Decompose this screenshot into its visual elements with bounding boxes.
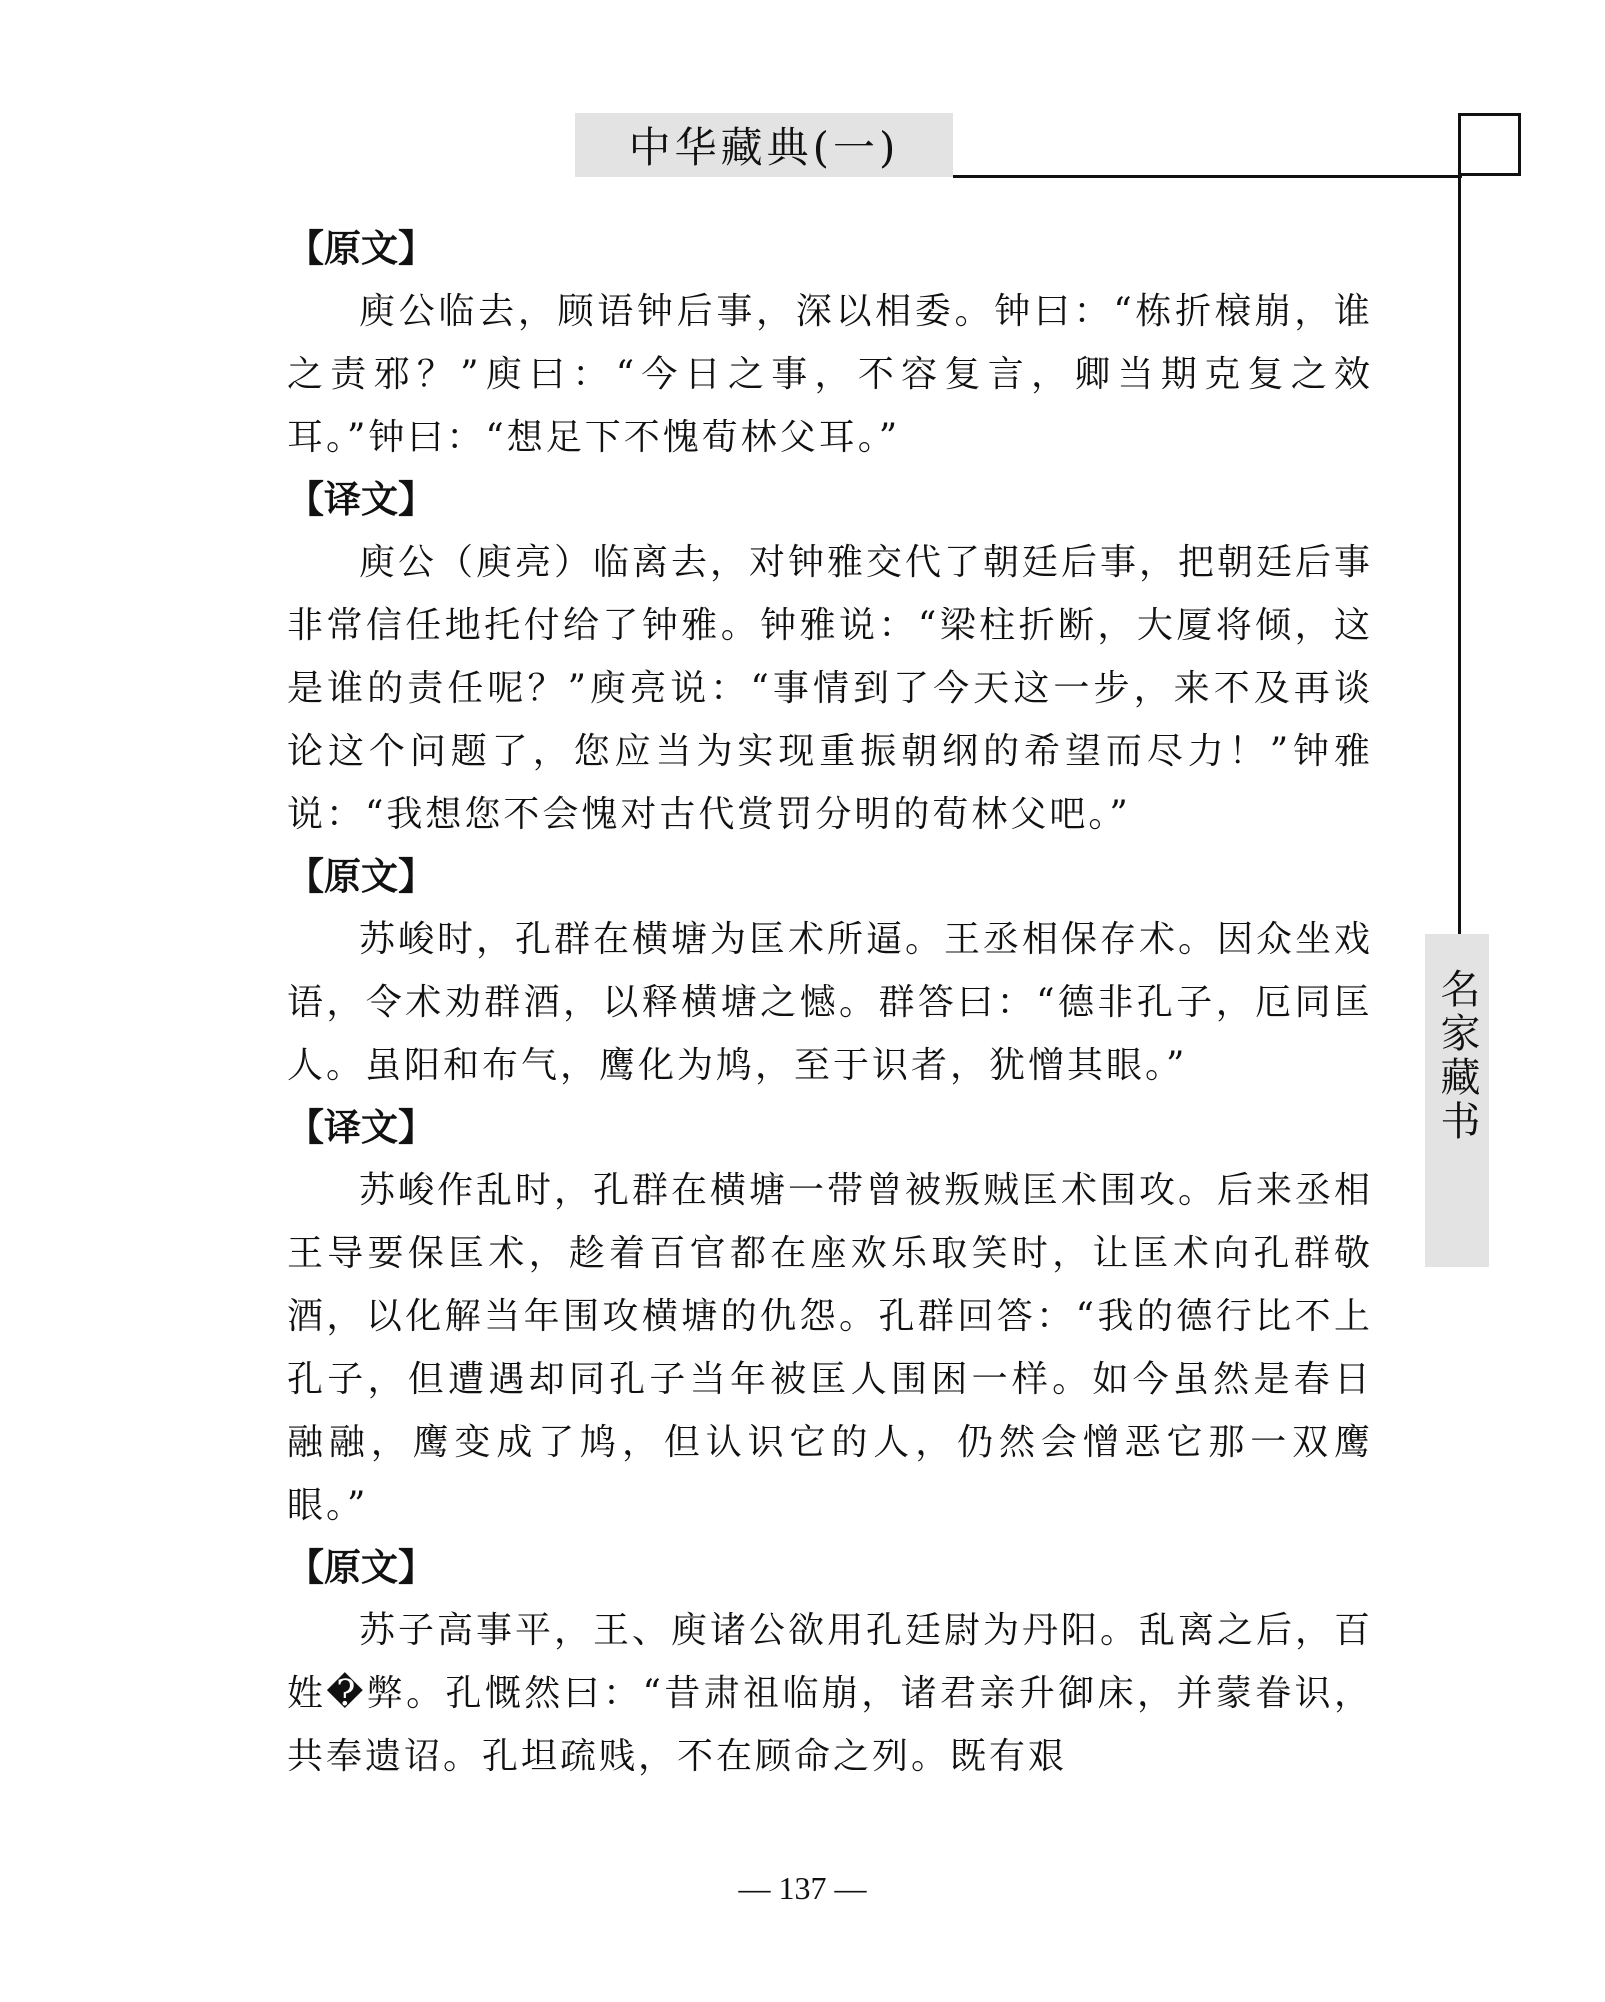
section-heading: 【译文】: [287, 478, 435, 521]
section-paragraph: 苏峻作乱时，孔群在横塘一带曾被叛贼匡术围攻。后来丞相王导要保匡术，趁着百官都在座欢乐取笑时，让匡术向孔群敬酒，以化解当年围攻横塘的仇怨。孔群回答：“我的德行比不上孔子，但遭遇却同孔子当年被匡人围困一样。如今虽然是春日融融，鹰变成了鸠，但认识它的人，仍然会憎恶它那一双鹰眼。”: [287, 1170, 1374, 1526]
section-5: [287, 1537, 1373, 1788]
margin-vertical-rule: [1458, 176, 1461, 934]
section-heading: 【原文】: [287, 1546, 435, 1589]
section-3: [287, 846, 1373, 1097]
running-header: [575, 113, 953, 177]
header-rule: [953, 175, 1462, 178]
section-heading: 【原文】: [287, 227, 435, 270]
section-2: [287, 469, 1373, 846]
section-heading: 【译文】: [287, 1106, 435, 1149]
section-paragraph: 苏峻时，孔群在横塘为匡术所逼。王丞相保存术。因众坐戏语，令术劝群酒，以释横塘之憾。群答曰：“德非孔子，厄同匡人。虽阳和布气，鹰化为鸠，至于识者，犹憎其眼。”: [287, 919, 1374, 1086]
page-body: [287, 218, 1373, 1788]
section-4: [287, 1097, 1373, 1537]
section-paragraph: 庾公（庾亮）临离去，对钟雅交代了朝廷后事，把朝廷后事非常信任地托付给了钟雅。钟雅说：“梁柱折断，大厦将倾，这是谁的责任呢？”庾亮说：“事情到了今天这一步，来不及再谈论这个问题了，您应当为实现重振朝纲的希望而尽力！”钟雅说：“我想您不会愧对古代赏罚分明的荀林父吧。”: [287, 542, 1374, 835]
corner-box-ornament: [1458, 113, 1521, 176]
header-title: 中华藏典(一): [628, 123, 900, 172]
page-number: — 137 —: [738, 1870, 867, 1906]
side-tab-label: 名家藏书: [1434, 968, 1480, 1144]
section-paragraph: 庾公临去，顾语钟后事，深以相委。钟曰：“栋折榱崩，谁之责邪？”庾曰：“今日之事，不容复言，卿当期克复之效耳。”钟曰：“想足下不愧荀林父耳。”: [287, 291, 1373, 458]
side-tab: [1425, 934, 1489, 1267]
section-heading: 【原文】: [287, 855, 435, 898]
section-1: [287, 218, 1373, 469]
section-paragraph: 苏子高事平，王、庾诸公欲用孔廷尉为丹阳。乱离之后，百姓�弊。孔慨然曰：“昔肃祖临崩，诸君亲升御床，并蒙眷识，共奉遗诏。孔坦疏贱，不在顾命之列。既有艰: [287, 1610, 1374, 1777]
